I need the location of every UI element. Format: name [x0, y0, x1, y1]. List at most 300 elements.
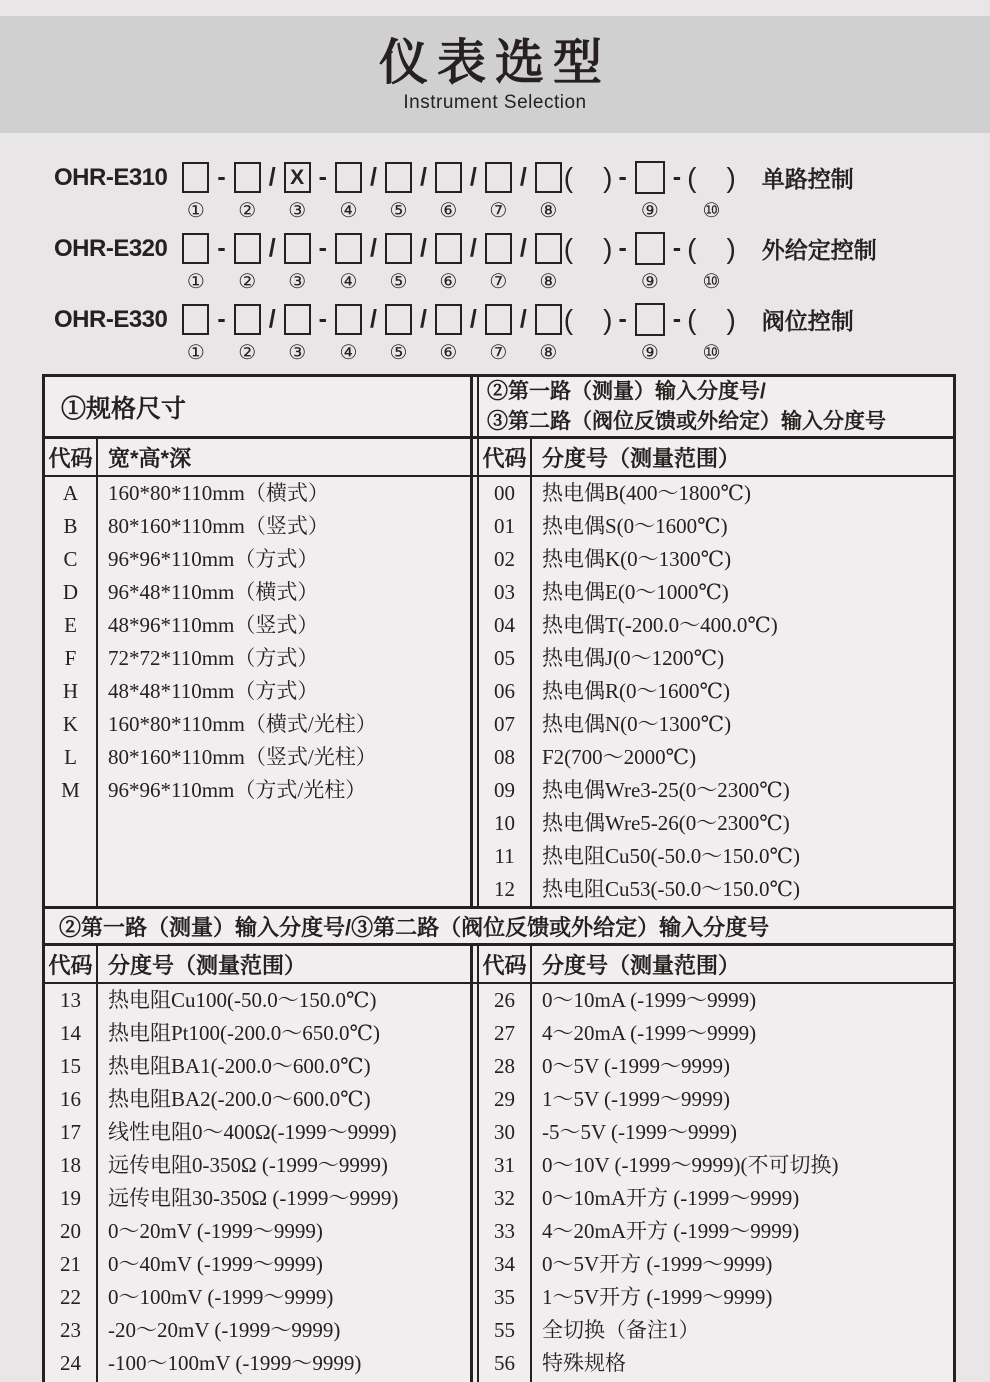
position-number: ⑦ — [489, 269, 508, 293]
code-item — [211, 232, 231, 294]
code-box-input-type — [284, 233, 311, 264]
code-item — [364, 232, 383, 294]
code-item-top — [364, 303, 383, 336]
code-cell: 02 — [494, 547, 515, 571]
code-cell: F — [64, 646, 77, 670]
separator: / — [469, 305, 477, 333]
code-box — [435, 162, 462, 193]
code-item — [435, 232, 462, 294]
section-header-row — [45, 377, 953, 439]
separator: / — [519, 234, 527, 262]
code-cell: 31 — [494, 1153, 515, 1177]
separator: / — [369, 163, 377, 191]
position-number: ② — [238, 340, 257, 364]
code-item — [435, 161, 462, 223]
code-cell: 03 — [494, 580, 515, 604]
code-item — [464, 232, 483, 294]
code-item — [564, 161, 633, 223]
separator: - — [217, 234, 226, 262]
middle-divider — [470, 439, 479, 475]
code-item — [635, 161, 665, 223]
model-name: OHR-E320 — [54, 234, 168, 262]
model-code-line — [54, 232, 990, 294]
position-number: ⑨ — [640, 198, 659, 222]
range-cell: 1～5V开方 (-1999～9999) — [542, 1285, 773, 1309]
code-box — [234, 233, 261, 264]
code-item — [313, 161, 333, 223]
code-item-top — [182, 232, 209, 265]
range-cell: 热电偶N(0～1300℃) — [542, 712, 732, 736]
code-box-input-type — [284, 304, 311, 335]
code-cell: H — [62, 679, 79, 703]
code-item — [635, 232, 665, 294]
position-number: ⑩ — [702, 269, 721, 293]
position-number: ⑩ — [702, 340, 721, 364]
range-cell: 热电偶T(-200.0～400.0℃) — [542, 613, 778, 637]
separator: - — [318, 163, 327, 191]
code-box — [385, 162, 412, 193]
code-item — [414, 303, 433, 365]
code-item — [234, 303, 261, 365]
page-title: 仪表选型 — [378, 35, 611, 90]
code-cell: 17 — [60, 1120, 81, 1144]
range-cell: 热电阻Cu100(-50.0～150.0℃) — [108, 988, 377, 1012]
range-cell: 1～5V (-1999～9999) — [542, 1087, 731, 1111]
code-cell: 29 — [494, 1087, 515, 1111]
code-item — [564, 303, 633, 365]
code-cell: D — [62, 580, 79, 604]
code-cell: 35 — [494, 1285, 515, 1309]
range-cell: -100～100mV (-1999～9999) — [108, 1351, 362, 1375]
code-item-top — [485, 303, 512, 336]
code-item — [687, 232, 736, 294]
lower-right-value-column — [532, 984, 953, 1382]
code-cell: 28 — [494, 1054, 515, 1078]
code-item — [263, 232, 282, 294]
position-number: ① — [186, 340, 205, 364]
code-cell: C — [63, 547, 78, 571]
code-item — [335, 303, 362, 365]
range-column-header: 分度号（测量范围） — [542, 445, 741, 471]
code-item-top — [435, 303, 462, 336]
code-cell: 08 — [494, 745, 515, 769]
code-item — [284, 303, 311, 365]
code-item-top — [635, 161, 665, 194]
code-item-top — [687, 161, 736, 194]
range-cell: 热电阻Cu53(-50.0～150.0℃) — [542, 877, 800, 901]
position-number: ④ — [339, 340, 358, 364]
code-column-header: 代码 — [45, 946, 98, 982]
range-cell: 热电偶R(0～1600℃) — [542, 679, 730, 703]
position-number: ② — [238, 269, 257, 293]
range-cell: -5～5V (-1999～9999) — [542, 1120, 738, 1144]
position-number: ③ — [288, 340, 307, 364]
position-number: ⑤ — [389, 269, 408, 293]
separator: / — [268, 305, 276, 333]
code-item — [385, 303, 412, 365]
code-item — [485, 303, 512, 365]
upper-left-code-column — [45, 477, 98, 906]
close-paren: ) — [603, 304, 613, 335]
separator: / — [369, 305, 377, 333]
range-cell: 0～5V开方 (-1999～9999) — [542, 1252, 773, 1276]
range-cell: 0～10mA (-1999～9999) — [542, 988, 757, 1012]
close-paren: ) — [726, 304, 736, 335]
size-cell: 48*48*110mm（方式） — [108, 679, 319, 703]
lower-left-value-column — [98, 984, 470, 1382]
code-box — [182, 304, 209, 335]
position-number: ⑧ — [539, 269, 558, 293]
range-cell: 4～20mA (-1999～9999) — [542, 1021, 757, 1045]
separator: - — [618, 305, 627, 333]
position-number: ② — [238, 198, 257, 222]
code-cell: 16 — [60, 1087, 81, 1111]
title-band — [0, 16, 990, 133]
code-item — [535, 303, 562, 365]
code-box — [485, 304, 512, 335]
range-cell: 热电偶Wre3-25(0～2300℃) — [542, 778, 790, 802]
code-item — [335, 232, 362, 294]
code-item-top — [385, 161, 412, 194]
code-item — [385, 232, 412, 294]
code-item-top — [234, 303, 261, 336]
position-number: ⑨ — [640, 269, 659, 293]
code-cell: 20 — [60, 1219, 81, 1243]
position-number: ⑧ — [539, 340, 558, 364]
position-number: ① — [186, 269, 205, 293]
open-paren: ( — [687, 233, 697, 264]
code-item-top — [211, 161, 231, 194]
range-cell: 远传电阻30-350Ω (-1999～9999) — [108, 1186, 399, 1210]
code-cell: E — [64, 613, 77, 637]
code-item-top — [335, 232, 362, 265]
separator: / — [419, 163, 427, 191]
code-box — [535, 162, 562, 193]
size-cell: 80*160*110mm（竖式/光柱） — [108, 745, 377, 769]
code-cell: 00 — [494, 481, 515, 505]
code-item-top — [263, 303, 282, 336]
code-item — [211, 161, 231, 223]
range-cell: -20～20mV (-1999～9999) — [108, 1318, 341, 1342]
code-item-top — [234, 232, 261, 265]
size-column-header: 宽*高*深 — [108, 445, 192, 471]
code-item-top — [211, 232, 231, 265]
code-item-top — [313, 161, 333, 194]
code-item — [514, 232, 533, 294]
position-number: ⑤ — [389, 198, 408, 222]
code-item-top — [385, 232, 412, 265]
code-item-top — [667, 232, 687, 265]
code-column-header: 代码 — [479, 946, 532, 982]
range-cell: 热电偶B(400～1800℃) — [542, 481, 751, 505]
size-cell: 72*72*110mm（方式） — [108, 646, 319, 670]
middle-divider — [470, 984, 479, 1382]
code-item — [313, 232, 333, 294]
code-box — [435, 233, 462, 264]
code-item-top — [182, 161, 209, 194]
lower-column-header-row — [45, 946, 953, 984]
position-number: ④ — [339, 198, 358, 222]
size-cell: 96*96*110mm（方式） — [108, 547, 319, 571]
code-cell: 26 — [494, 988, 515, 1012]
code-item — [284, 161, 311, 223]
code-item-top — [414, 232, 433, 265]
range-cell: 热电阻BA1(-200.0～600.0℃) — [108, 1054, 371, 1078]
code-box — [435, 304, 462, 335]
range-cell: 0～20mV (-1999～9999) — [108, 1219, 323, 1243]
position-number: ⑥ — [439, 340, 458, 364]
section23-banner: ②第一路（测量）输入分度号/③第二路（阀位反馈或外给定）输入分度号 — [45, 906, 953, 946]
separator: / — [369, 234, 377, 262]
code-item-top — [435, 161, 462, 194]
middle-divider — [470, 946, 479, 982]
code-item-top — [535, 232, 562, 265]
open-paren: ( — [563, 233, 574, 264]
model-name: OHR-E310 — [54, 163, 168, 191]
code-box-input-type: X — [284, 162, 311, 193]
code-item-top — [464, 161, 483, 194]
size-cell: 80*160*110mm（竖式） — [108, 514, 329, 538]
code-item-top — [313, 232, 333, 265]
upper-left-value-column — [98, 477, 470, 906]
code-item-top — [182, 303, 209, 336]
code-item — [263, 161, 282, 223]
code-item-top — [335, 161, 362, 194]
code-item — [364, 303, 383, 365]
code-item — [485, 232, 512, 294]
code-box — [335, 162, 362, 193]
range-cell: 全切换（备注1） — [542, 1318, 700, 1342]
range-cell: 热电偶J(0～1200℃) — [542, 646, 725, 670]
code-item-top — [485, 232, 512, 265]
code-item — [635, 303, 665, 365]
code-cell: A — [62, 481, 79, 505]
code-item — [667, 232, 687, 294]
code-item-top — [667, 303, 687, 336]
code-box — [335, 304, 362, 335]
size-cell: 48*96*110mm（竖式） — [108, 613, 319, 637]
range-cell: 0～10V (-1999～9999)(不可切换) — [542, 1153, 839, 1177]
code-cell: L — [64, 745, 77, 769]
code-cell: 27 — [494, 1021, 515, 1045]
code-box — [234, 304, 261, 335]
code-item-top — [414, 161, 433, 194]
range-cell: 0～5V (-1999～9999) — [542, 1054, 731, 1078]
code-item — [464, 303, 483, 365]
code-cell: 19 — [60, 1186, 81, 1210]
range-cell: 热电偶K(0～1300℃) — [542, 547, 732, 571]
range-cell: 0～40mV (-1999～9999) — [108, 1252, 323, 1276]
separator: / — [268, 163, 276, 191]
code-item-top — [535, 161, 562, 194]
close-paren: ) — [726, 162, 736, 193]
range-cell: 0～100mV (-1999～9999) — [108, 1285, 334, 1309]
code-box — [485, 162, 512, 193]
code-item-top — [335, 303, 362, 336]
size-cell: 160*80*110mm（横式） — [108, 481, 329, 505]
position-number: ⑦ — [489, 340, 508, 364]
range-cell: 4～20mA开方 (-1999～9999) — [542, 1219, 800, 1243]
code-item-top — [464, 232, 483, 265]
lower-table-body — [45, 984, 953, 1382]
lower-left-code-column — [45, 984, 98, 1382]
code-item — [182, 303, 209, 365]
range-cell: 0～10mA开方 (-1999～9999) — [542, 1186, 800, 1210]
open-paren: ( — [687, 162, 697, 193]
code-box — [535, 233, 562, 264]
model-code-line — [54, 303, 990, 365]
upper-table-body — [45, 477, 953, 906]
middle-divider — [470, 477, 479, 906]
size-cell: 160*80*110mm（横式/光柱） — [108, 712, 377, 736]
separator: / — [469, 163, 477, 191]
separator: / — [419, 305, 427, 333]
position-number: ① — [186, 198, 205, 222]
code-cell: 04 — [494, 613, 515, 637]
code-item — [414, 161, 433, 223]
code-item — [514, 161, 533, 223]
code-item-top — [263, 232, 282, 265]
position-number: ⑨ — [640, 340, 659, 364]
separator: / — [519, 163, 527, 191]
open-paren: ( — [687, 304, 697, 335]
separator: / — [268, 234, 276, 262]
section1-header: ①规格尺寸 — [61, 394, 187, 423]
code-cell: 15 — [60, 1054, 81, 1078]
separator: - — [318, 305, 327, 333]
code-cell: B — [63, 514, 78, 538]
section2-header — [479, 377, 953, 436]
code-item — [514, 303, 533, 365]
code-cell: 13 — [60, 988, 81, 1012]
code-column-header: 代码 — [45, 439, 98, 475]
code-box — [385, 304, 412, 335]
code-item — [313, 303, 333, 365]
code-item — [435, 303, 462, 365]
range-cell: 远传电阻0-350Ω (-1999～9999) — [108, 1153, 388, 1177]
code-item-top — [435, 232, 462, 265]
range-cell: 线性电阻0～400Ω(-1999～9999) — [108, 1120, 397, 1144]
code-cell: 14 — [60, 1021, 81, 1045]
code-box — [635, 232, 665, 265]
upper-right-value-column — [532, 477, 953, 906]
code-item — [535, 232, 562, 294]
code-cell: 22 — [60, 1285, 81, 1309]
code-item-top — [687, 303, 736, 336]
size-cell: 96*96*110mm（方式/光柱） — [108, 778, 367, 802]
open-paren: ( — [563, 304, 574, 335]
code-cell: 33 — [494, 1219, 515, 1243]
close-paren: ) — [603, 162, 613, 193]
range-cell: F2(700～2000℃) — [542, 745, 697, 769]
section2-header-line2: ③第二路（阀位反馈或外给定）输入分度号 — [487, 409, 886, 433]
close-paren: ) — [603, 233, 613, 264]
upper-column-header-row — [45, 439, 953, 477]
code-cell: 06 — [494, 679, 515, 703]
code-item-top — [284, 232, 311, 265]
code-item — [263, 303, 282, 365]
code-item-top — [514, 232, 533, 265]
code-item — [667, 303, 687, 365]
code-item — [414, 232, 433, 294]
code-cell: 01 — [494, 514, 515, 538]
page-subtitle: Instrument Selection — [403, 92, 587, 114]
control-type-label: 单路控制 — [761, 166, 854, 192]
code-item-top — [564, 303, 633, 336]
code-cell: 12 — [494, 877, 515, 901]
separator: - — [217, 305, 226, 333]
code-cell: 24 — [60, 1351, 81, 1375]
code-box — [635, 303, 665, 336]
code-box — [234, 162, 261, 193]
code-box — [635, 161, 665, 194]
close-paren: ) — [726, 233, 736, 264]
separator: / — [519, 305, 527, 333]
range-column-header: 分度号（测量范围） — [108, 952, 307, 978]
model-name-item — [54, 161, 180, 223]
code-cell: 07 — [494, 712, 515, 736]
code-cell: M — [61, 778, 80, 802]
position-number: ⑥ — [439, 269, 458, 293]
code-item-top — [514, 161, 533, 194]
code-cell: 32 — [494, 1186, 515, 1210]
code-item — [364, 161, 383, 223]
separator: - — [318, 234, 327, 262]
code-cell: 21 — [60, 1252, 81, 1276]
separator: - — [672, 234, 682, 262]
code-box — [182, 162, 209, 193]
code-cell: 56 — [494, 1351, 515, 1375]
code-box — [385, 233, 412, 264]
code-item-top — [564, 161, 633, 194]
code-item — [234, 161, 261, 223]
position-number: ③ — [288, 269, 307, 293]
code-item — [564, 232, 633, 294]
code-box — [535, 304, 562, 335]
separator: - — [672, 305, 682, 333]
code-item — [667, 161, 687, 223]
code-cell: 11 — [494, 844, 515, 868]
control-type-item — [736, 232, 877, 294]
code-box — [335, 233, 362, 264]
code-item-top — [414, 303, 433, 336]
code-item — [687, 303, 736, 365]
separator: - — [618, 234, 627, 262]
code-box — [182, 233, 209, 264]
code-item — [687, 161, 736, 223]
control-type-label: 阀位控制 — [761, 308, 854, 334]
code-item-top — [263, 161, 282, 194]
code-cell: 18 — [60, 1153, 81, 1177]
model-code-line — [54, 161, 990, 223]
section2-header-line1: ②第一路（测量）输入分度号/ — [487, 380, 766, 404]
open-paren: ( — [563, 162, 574, 193]
code-item-top — [687, 232, 736, 265]
code-item — [535, 161, 562, 223]
position-number: ④ — [339, 269, 358, 293]
code-item — [385, 161, 412, 223]
code-item — [335, 161, 362, 223]
lower-right-code-column — [479, 984, 532, 1382]
code-cell: 23 — [60, 1318, 81, 1342]
code-box — [485, 233, 512, 264]
code-item-top — [364, 232, 383, 265]
code-item-top — [284, 303, 311, 336]
position-number: ③ — [288, 198, 307, 222]
position-number: ⑥ — [439, 198, 458, 222]
position-number: ⑦ — [489, 198, 508, 222]
code-item — [284, 232, 311, 294]
